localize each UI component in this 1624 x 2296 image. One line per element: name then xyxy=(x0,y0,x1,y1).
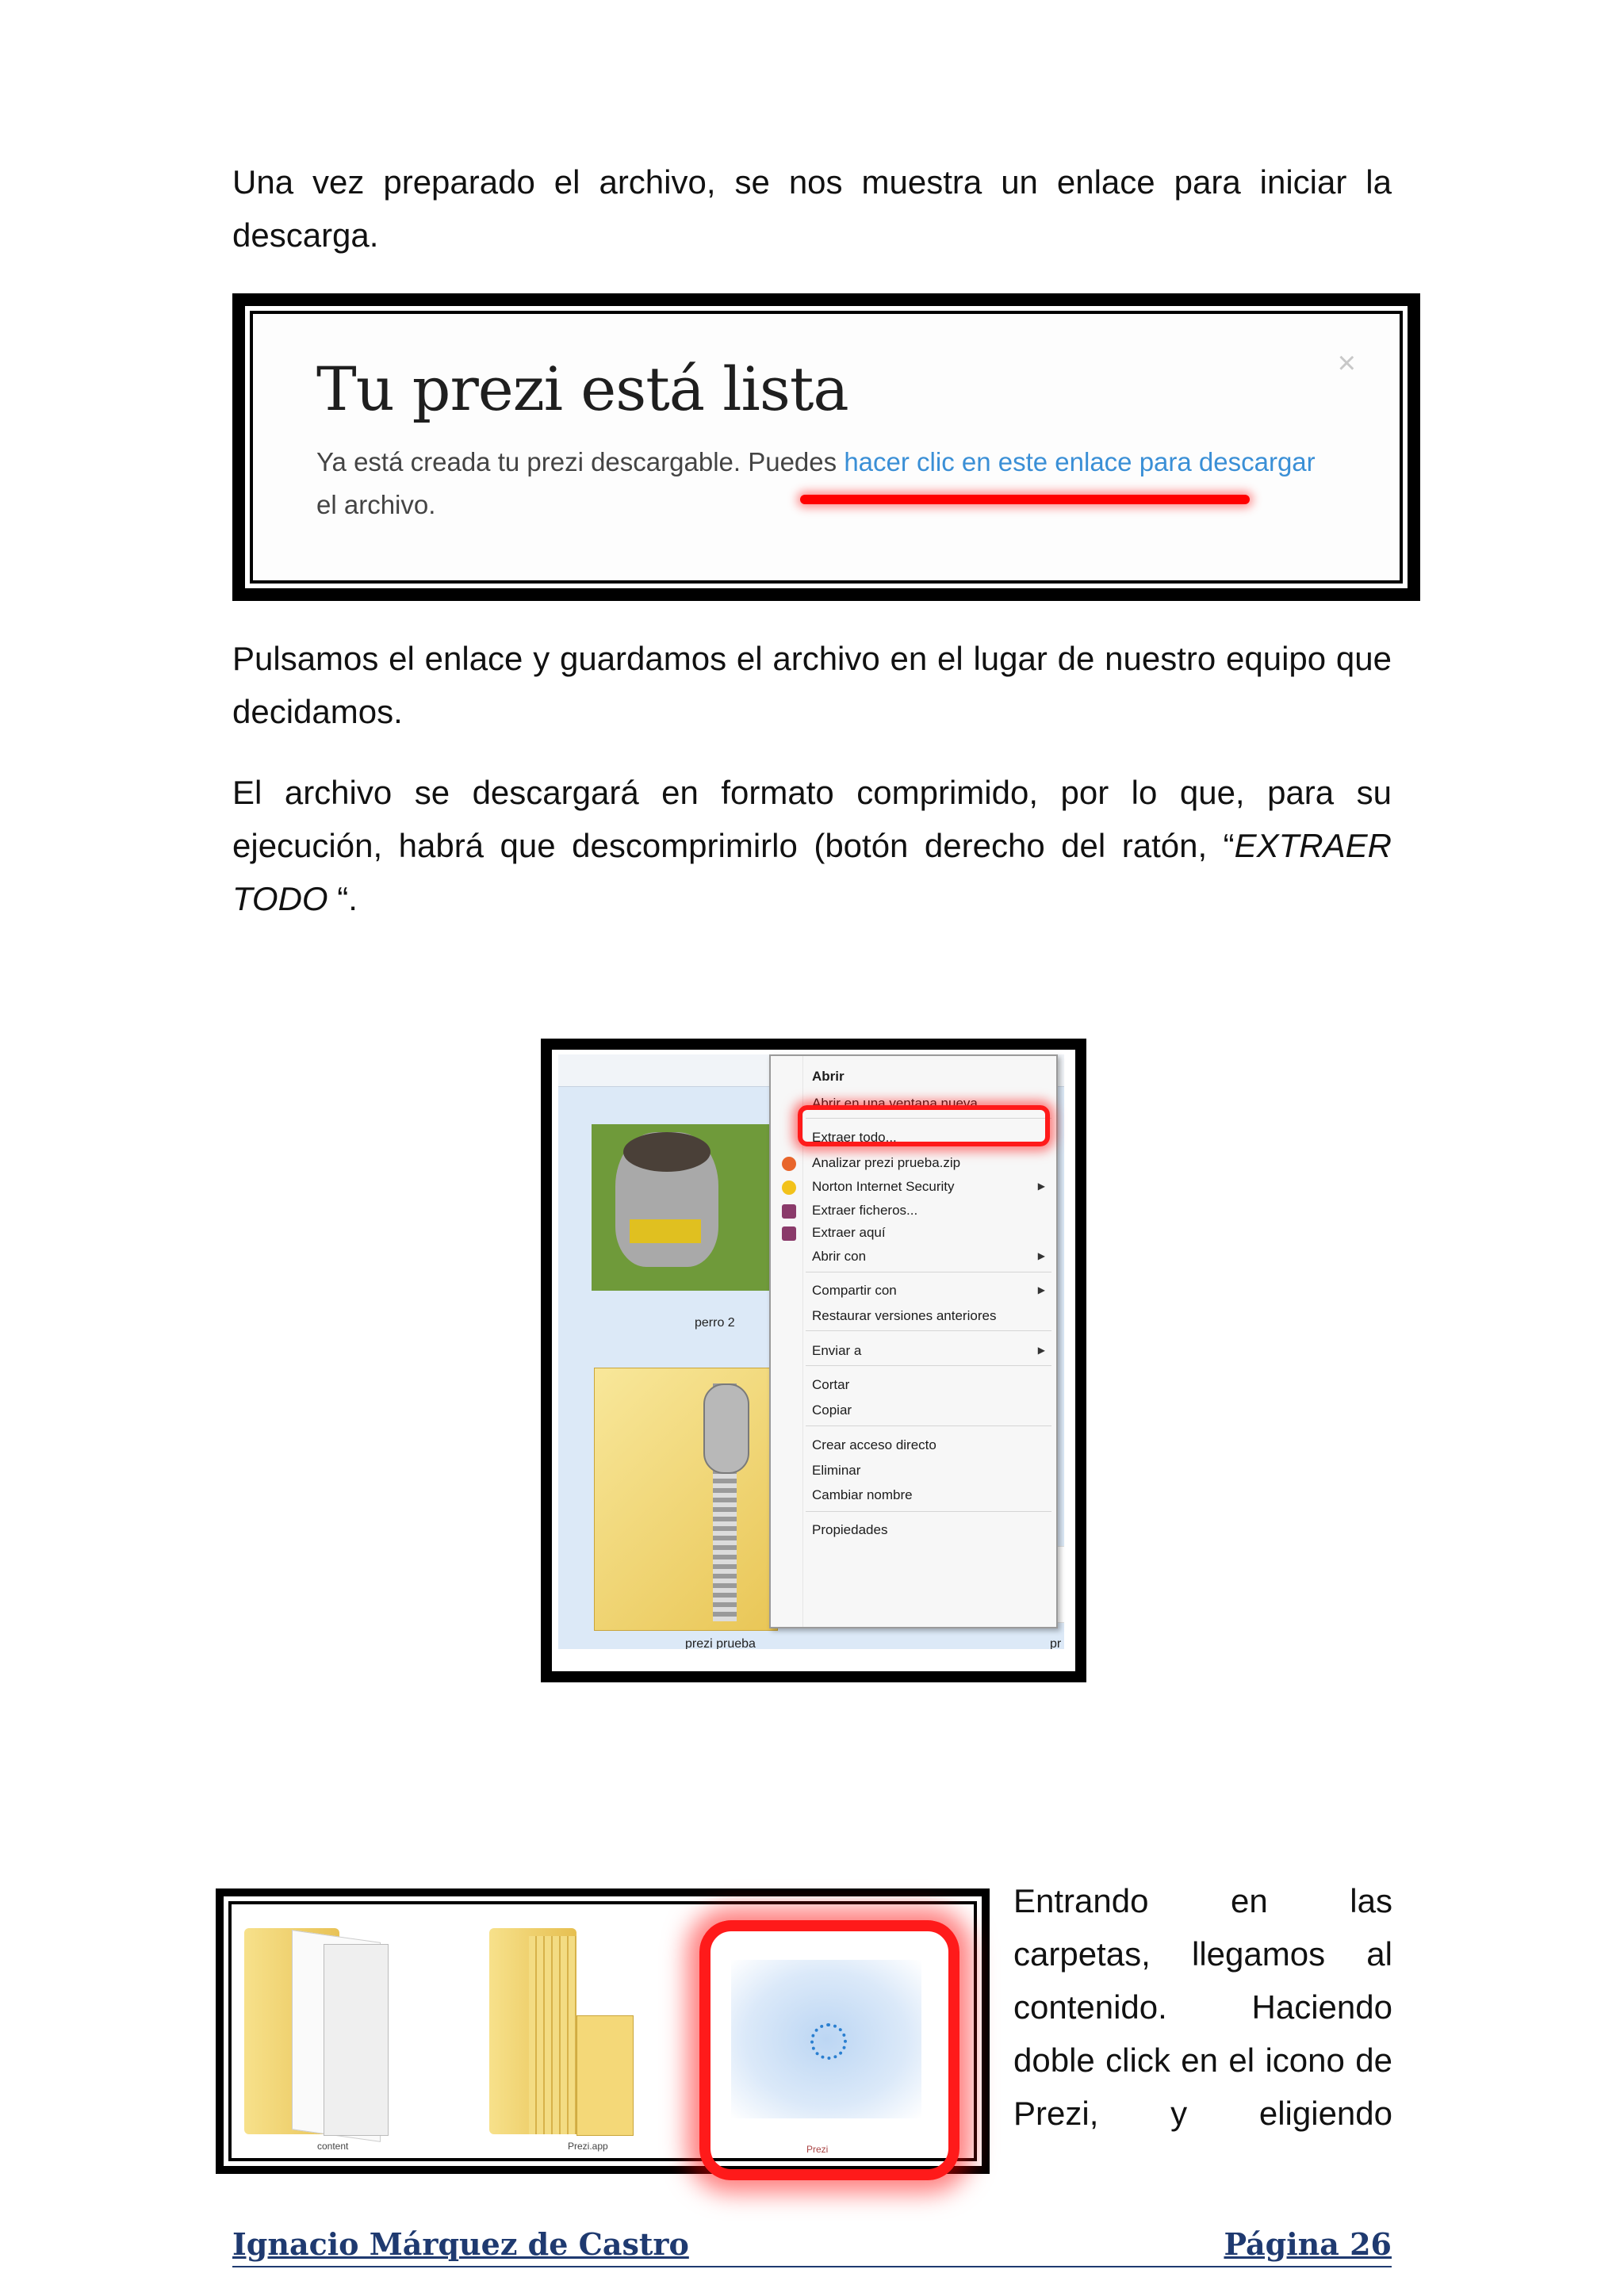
folders-screenshot-frame xyxy=(216,1888,990,2174)
prezi-logo-icon xyxy=(810,2023,847,2060)
dialog-text xyxy=(316,441,1316,526)
file-label-prezi: pr xyxy=(1050,1637,1062,1649)
menu-item-restaurar[interactable]: Restaurar versiones anteriores xyxy=(812,1308,997,1323)
menu-item-enviar[interactable]: Enviar a xyxy=(812,1343,862,1358)
download-link[interactable]: hacer clic en este enlace para descargar xyxy=(844,447,1316,476)
context-menu xyxy=(769,1054,1058,1628)
analyze-icon xyxy=(782,1157,796,1171)
menu-item-cortar[interactable]: Cortar xyxy=(812,1377,850,1392)
submenu-arrow-icon: ▶ xyxy=(1037,1181,1045,1192)
footer-rule xyxy=(232,2266,1392,2267)
extract-all-term: EXTRAER TODO xyxy=(232,827,1392,917)
paragraph-extract-end: “. xyxy=(327,880,358,917)
menu-item-extraer-todo[interactable]: Extraer todo... xyxy=(812,1130,897,1145)
footer-page-number: Página 26 xyxy=(1224,2226,1392,2262)
zip-folder-icon[interactable] xyxy=(594,1368,792,1629)
menu-item-cambiar-nombre[interactable]: Cambiar nombre xyxy=(812,1487,913,1502)
winrar-icon xyxy=(782,1204,796,1219)
menu-item-acceso-directo[interactable]: Crear acceso directo xyxy=(812,1437,936,1452)
submenu-arrow-icon: ▶ xyxy=(1037,1284,1045,1295)
dialog-title: Tu prezi está lista xyxy=(316,354,848,424)
file-label-perro: perro 2 xyxy=(695,1316,735,1330)
file-thumb-perro[interactable] xyxy=(592,1124,782,1291)
paragraph-folders: Entrando en las carpetas, llegamos al contenido. Haciendo doble click en el icono de Prezi, y eligiendo xyxy=(1013,1882,1392,2132)
paragraph-intro: Una vez preparado el archivo, se nos muestra un enlace para iniciar la descarga. xyxy=(232,163,1392,254)
paragraph-extract xyxy=(232,766,1392,925)
file-label-zip: prezi prueba xyxy=(685,1637,756,1649)
folder-label-content: content xyxy=(317,2141,349,2152)
dialog-box xyxy=(253,314,1400,580)
menu-item-abrir[interactable]: Abrir xyxy=(812,1069,845,1084)
folder-label-prezi: Prezi xyxy=(806,2144,829,2155)
norton-icon xyxy=(782,1181,796,1195)
folder-icon-prezi-app[interactable] xyxy=(489,1920,648,2150)
folder-icon-content[interactable] xyxy=(244,1920,411,2150)
menu-item-eliminar[interactable]: Eliminar xyxy=(812,1463,861,1478)
menu-item-abrir-ventana[interactable]: Abrir en una ventana nueva xyxy=(812,1096,978,1111)
menu-item-copiar[interactable]: Copiar xyxy=(812,1402,852,1418)
winrar-icon xyxy=(782,1226,796,1241)
menu-item-extraer-aqui[interactable]: Extraer aquí xyxy=(812,1225,886,1240)
paragraph-save: Pulsamos el enlace y guardamos el archivo en el lugar de nuestro equipo que decidamos. xyxy=(232,640,1392,730)
link-highlight-underline xyxy=(800,495,1250,504)
menu-item-analizar[interactable]: Analizar prezi prueba.zip xyxy=(812,1155,961,1170)
submenu-arrow-icon: ▶ xyxy=(1037,1345,1045,1356)
dialog-text-after: el archivo. xyxy=(316,490,436,519)
prezi-app-icon[interactable] xyxy=(731,1960,921,2118)
menu-item-extraer-ficheros[interactable]: Extraer ficheros... xyxy=(812,1203,918,1218)
menu-item-abrir-con[interactable]: Abrir con xyxy=(812,1249,867,1264)
menu-item-norton[interactable]: Norton Internet Security xyxy=(812,1179,955,1194)
dialog-text-before: Ya está creada tu prezi descargable. Puedes xyxy=(316,447,845,476)
footer-author: Ignacio Márquez de Castro xyxy=(232,2226,689,2262)
context-menu-screenshot-frame xyxy=(541,1039,1086,1682)
menu-item-compartir[interactable]: Compartir con xyxy=(812,1283,897,1298)
extract-all-highlight xyxy=(798,1105,1050,1146)
menu-item-propiedades[interactable]: Propiedades xyxy=(812,1522,888,1537)
folder-label-prezi-app: Prezi.app xyxy=(568,2141,608,2152)
paragraph-extract-text: El archivo se descargará en formato comprimido, por lo que, para su ejecución, habrá que descomprimirlo (botón derecho del ratón, “ xyxy=(232,774,1392,864)
submenu-arrow-icon: ▶ xyxy=(1037,1250,1045,1261)
dialog-screenshot-frame xyxy=(232,293,1420,601)
close-icon[interactable]: × xyxy=(1337,346,1356,381)
